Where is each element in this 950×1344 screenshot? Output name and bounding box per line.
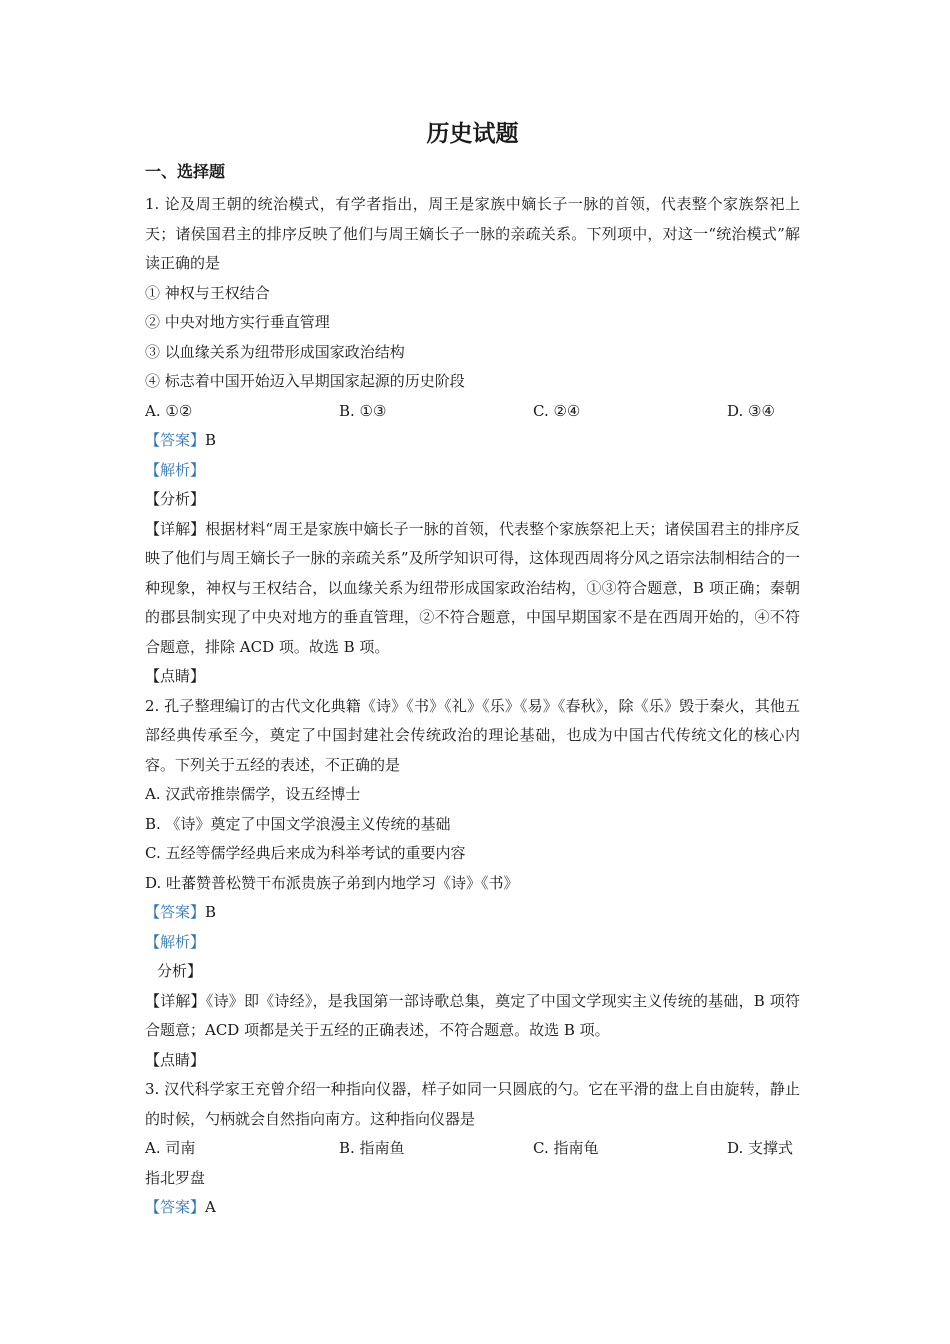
- answer-tag: 【答案】: [145, 1198, 206, 1216]
- question-3: [145, 1075, 800, 1223]
- question-2-fenxi: 分析】: [157, 962, 203, 980]
- question-1-dianjing: 【点睛】: [145, 667, 206, 685]
- question-1-item-1: ① 神权与王权结合: [145, 283, 270, 302]
- document-title: 历史试题: [426, 120, 519, 147]
- question-3-option-b: B. 指南鱼: [339, 1139, 405, 1157]
- answer-tag: 【答案】: [145, 431, 206, 449]
- question-1-answer: [145, 426, 800, 456]
- question-1-item-2: ② 中央对地方实行垂直管理: [145, 313, 330, 331]
- question-2-stem: 2. 孔子整理编订的古代文化典籍《诗》《书》《礼》《乐》《易》《春秋》，除《乐》毁于秦火，其他五部经典传承至今，奠定了中国封建社会传统政治的理论基础，也成为中国古代传统文化的核心内容。下列关于五经的表述，不正确的是: [145, 696, 800, 774]
- question-1-analysis-tag: 【解析】: [145, 460, 206, 479]
- question-3-option-a: A. 司南: [145, 1139, 196, 1157]
- question-3-options: [145, 1134, 800, 1164]
- question-2-option-d: D. 吐蕃赞普松赞干布派贵族子弟到内地学习《诗》《书》: [145, 873, 519, 892]
- question-2-dianjing: 【点睛】: [145, 1050, 206, 1069]
- question-3-option-c: C. 指南龟: [533, 1139, 599, 1157]
- question-1-detail: 【详解】根据材料“周王是家族中嫡长子一脉的首领，代表整个家族祭祀上天；诸侯国君主的排序反映了他们与周王嫡长子一脉的亲疏关系”及所学知识可得，这体现西周将分风之语宗法制相结合的一种现象，神权与王权结合，以血缘关系为纽带形成国家政治结构，①③符合题意，B 项正确；秦朝的郡县制实现了中央对地方的垂直管理，②不符合题意，中国早期国家不是在西周开始的，④不符合题意，排除 ACD 项。故选 B 项。: [145, 519, 800, 656]
- question-2-option-a: A. 汉武帝推崇儒学，设五经博士: [145, 785, 361, 803]
- question-1-option-d: D. ③④: [727, 401, 775, 420]
- question-3-answer: [145, 1193, 800, 1223]
- question-2: [145, 692, 800, 1076]
- question-1-option-b: B. ①③: [339, 401, 387, 420]
- question-2-option-b: B. 《诗》奠定了中国文学浪漫主义传统的基础: [145, 814, 451, 833]
- question-1: [145, 190, 800, 692]
- answer-tag: 【答案】: [145, 903, 206, 921]
- question-3-stem: 3. 汉代科学家王充曾介绍一种指向仪器，样子如同一只圆底的勺。它在平滑的盘上自由旋转，静止的时候，勺柄就会自然指向南方。这种指向仪器是: [145, 1080, 800, 1128]
- question-2-analysis-tag: 【解析】: [145, 932, 206, 951]
- question-1-fenxi: 【分析】: [145, 490, 206, 508]
- answer-value: B: [205, 903, 217, 921]
- answer-value: B: [205, 431, 217, 449]
- question-3-option-d-wrap: 指北罗盘: [145, 1168, 206, 1187]
- question-1-options: [145, 397, 800, 427]
- answer-value: A: [205, 1198, 216, 1216]
- question-2-answer: [145, 898, 800, 928]
- question-2-detail: 【详解】《诗》即《诗经》，是我国第一部诗歌总集，奠定了中国文学现实主义传统的基础，B 项符合题意；ACD 项都是关于五经的正确表述，不符合题意。故选 B 项。: [145, 991, 800, 1039]
- document-content: [145, 112, 800, 1223]
- question-1-item-4: ④ 标志着中国开始迈入早期国家起源的历史阶段: [145, 372, 465, 390]
- question-1-item-3: ③ 以血缘关系为纽带形成国家政治结构: [145, 342, 405, 361]
- question-1-option-c: C. ②④: [533, 401, 581, 420]
- question-1-stem: 1. 论及周王朝的统治模式，有学者指出，周王是家族中嫡长子一脉的首领，代表整个家族祭祀上天；诸侯国君主的排序反映了他们与周王嫡长子一脉的亲疏关系。下列项中，对这一“统治模式”解读正确的是: [145, 195, 800, 272]
- question-2-option-c: C. 五经等儒学经典后来成为科举考试的重要内容: [145, 844, 466, 862]
- question-1-option-a: A. ①②: [145, 401, 193, 420]
- section-heading: 一、选择题: [145, 162, 226, 181]
- question-3-option-d: D. 支撑式: [727, 1139, 794, 1157]
